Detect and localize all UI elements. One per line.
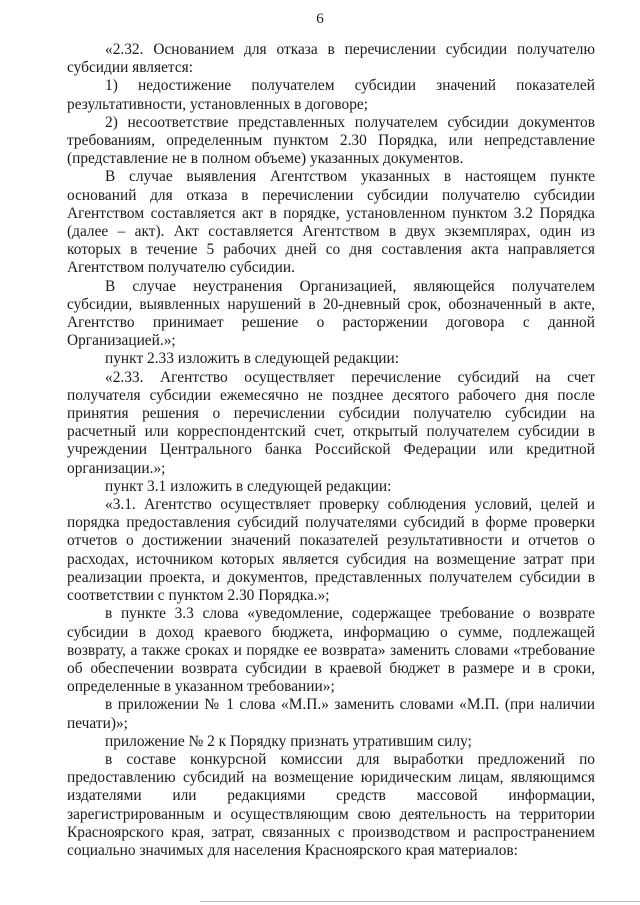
- page-number: 6: [316, 11, 324, 27]
- paragraph-item-1: 1) недостижение получателем субсидии значений показателей результативности, установленных в договоре;: [67, 77, 595, 113]
- bottom-divider: [200, 901, 640, 902]
- paragraph-termination: В случае неустранения Организацией, являющейся получателем субсидии, выявленных нарушений в 20-дневный срок, обозначенный в акте, Агентство принимает решение о расторжении договора с данной Организацией.»;: [67, 277, 595, 350]
- paragraph-appendix-2: приложение № 2 к Порядку признать утратившим силу;: [105, 732, 472, 750]
- paragraph-item-2: 2) несоответствие представленных получателем субсидии документов требованиям, определенным пунктом 2.30 Порядка, или непредставление (представление не в полном объеме) указанных документов.: [67, 113, 595, 168]
- paragraph-2-33: «2.33. Агентство осуществляет перечисление субсидий на счет получателя субсидии ежемесячно не позднее десятого рабочего дня после принятия решения о перечислении субсидии получателю субсидии на расчетный или корреспондентский счет, открытый получателем субсидии в учреждении Центрального банка Российской Федерации или кредитной организации.»;: [67, 368, 595, 477]
- paragraph-commission: в составе конкурсной комиссии для выработки предложений по предоставлению субсидий на возмещение юридическим лицам, являющимся издателями или редакциями средств массовой информации, зарегистрированным и осуществляющим свою деятельность на территории Красноярского края, затрат, связанных с производством и распространением социально значимых для населения Красноярского края материалов:: [67, 750, 595, 859]
- paragraph-appendix-1: в приложении № 1 слова «М.П.» заменить словами «М.П. (при наличии печати)»;: [67, 696, 595, 732]
- document-body: [67, 41, 595, 860]
- paragraph-act: В случае выявления Агентством указанных в настоящем пункте оснований для отказа в перечислении субсидии получателю субсидии Агентством составляется акт в порядке, установленном пунктом 3.2 Порядка (далее – акт). Акт составляется Агентством в двух экземплярах, один из которых в течение 5 рабочих дней со дня составления акта направляется Агентством получателю субсидии.: [67, 168, 595, 277]
- paragraph-3-1-intro: пункт 3.1 изложить в следующей редакции:: [105, 477, 392, 495]
- paragraph-2-33-intro: пункт 2.33 изложить в следующей редакции:: [105, 350, 400, 368]
- paragraph-2-32: «2.32. Основанием для отказа в перечислении субсидии получателю субсидии является:: [67, 41, 595, 77]
- paragraph-3-1: «3.1. Агентство осуществляет проверку соблюдения условий, целей и порядка предоставления субсидий получателями субсидий в форме проверки отчетов о достижении значений показателей результативности и отчетов о расходах, источником которых является субсидия на возмещение затрат при реализации проекта, и документов, представленных получателем субсидии в соответствии с пунктом 2.30 Порядка.»;: [67, 496, 595, 605]
- paragraph-3-3: в пункте 3.3 слова «уведомление, содержащее требование о возврате субсидии в доход краевого бюджета, информацию о сумме, подлежащей возврату, а также сроках и порядке ее возврата» заменить словами «требование об обеспечении возврата субсидии в краевой бюджет в размере и в сроки, определенные в указанном требовании»;: [67, 605, 595, 696]
